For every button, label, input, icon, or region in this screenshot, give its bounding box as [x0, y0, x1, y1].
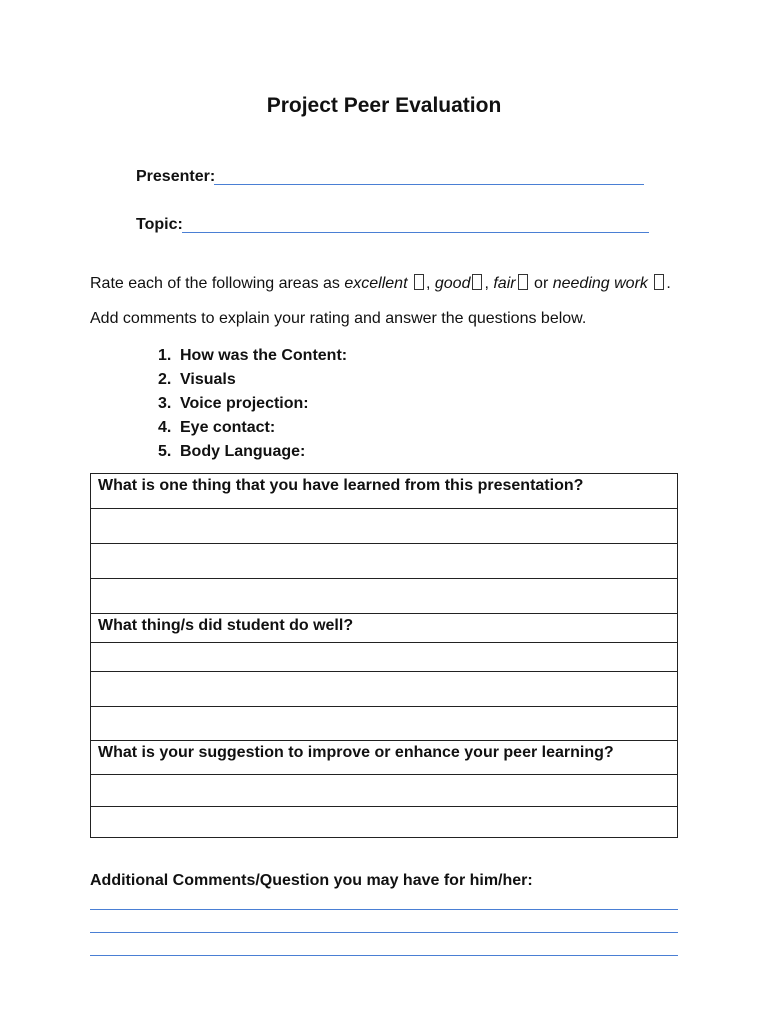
answer-cell[interactable] — [91, 672, 678, 707]
list-item: 4. Eye contact: — [158, 419, 276, 436]
answer-cell[interactable] — [91, 807, 678, 838]
topic-label: Topic: — [136, 216, 183, 233]
checkbox-icon — [654, 274, 664, 290]
excellent-term: excellent — [344, 275, 408, 292]
topic-input-line[interactable] — [182, 232, 649, 233]
additional-comments-label: Additional Comments/Question you may have for him/her: — [90, 872, 533, 889]
comment-line[interactable] — [90, 932, 678, 933]
fair-term: fair — [493, 275, 516, 292]
table-row — [91, 741, 678, 775]
checkbox-icon — [414, 274, 424, 290]
or-word: or — [529, 275, 553, 292]
table-row — [91, 614, 678, 643]
answer-cell[interactable] — [91, 643, 678, 672]
answer-cell[interactable] — [91, 544, 678, 579]
question-learned: What is one thing that you have learned from this presentation? — [91, 474, 678, 509]
question-suggestion: What is your suggestion to improve or enhance your peer learning? — [91, 741, 678, 775]
comments-instruction: Add comments to explain your rating and answer the questions below. — [90, 310, 587, 327]
rate-prefix: Rate each of the following areas as — [90, 275, 345, 292]
table-row[interactable] — [91, 775, 678, 807]
good-term: good — [434, 275, 471, 292]
comment-line[interactable] — [90, 909, 678, 910]
table-row[interactable] — [91, 707, 678, 741]
table-row[interactable] — [91, 509, 678, 544]
list-item: 2. Visuals — [158, 371, 236, 388]
checkbox-icon — [472, 274, 482, 290]
needing-work-term: needing work — [552, 275, 648, 292]
question-did-well: What thing/s did student do well? — [91, 614, 678, 643]
answer-cell[interactable] — [91, 707, 678, 741]
list-item: 1. How was the Content: — [158, 347, 348, 364]
criteria-list — [158, 344, 347, 464]
table-row — [91, 474, 678, 509]
comment-line[interactable] — [90, 955, 678, 956]
table-row[interactable] — [91, 807, 678, 838]
presenter-input-line[interactable] — [214, 184, 644, 185]
table-row[interactable] — [91, 544, 678, 579]
checkbox-icon — [518, 274, 528, 290]
page-title: Project Peer Evaluation — [266, 94, 502, 117]
list-item: 5. Body Language: — [158, 443, 306, 460]
presenter-label: Presenter: — [136, 168, 216, 185]
rating-instructions: Rate each of the following areas as excellent , good , fair or needing work . — [90, 275, 671, 292]
answer-cell[interactable] — [91, 775, 678, 807]
table-row[interactable] — [91, 579, 678, 614]
questions-table — [90, 473, 678, 838]
answer-cell[interactable] — [91, 509, 678, 544]
list-item: 3. Voice projection: — [158, 395, 309, 412]
table-row[interactable] — [91, 672, 678, 707]
table-row[interactable] — [91, 643, 678, 672]
answer-cell[interactable] — [91, 579, 678, 614]
